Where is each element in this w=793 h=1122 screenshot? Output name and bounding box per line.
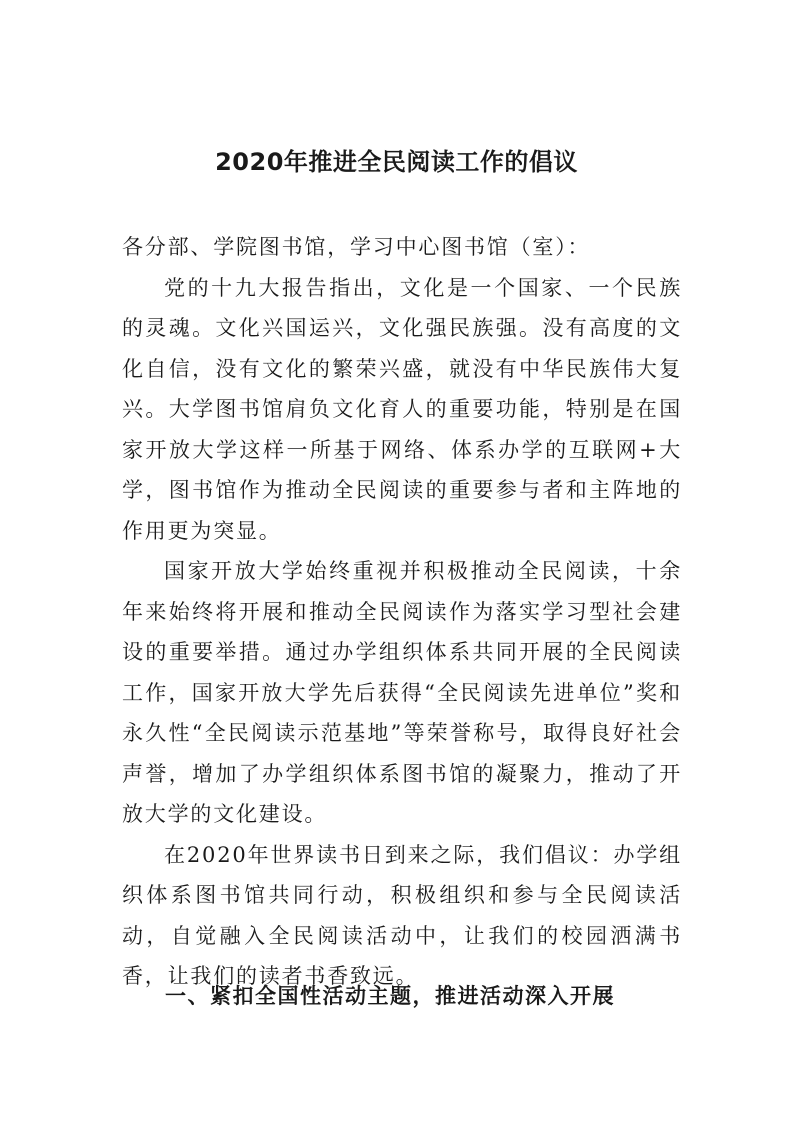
section-heading: 一、紧扣全国性活动主题，推进活动深入开展 bbox=[165, 984, 615, 1008]
paragraph-3: 在2020年世界读书日到来之际，我们倡议：办学组织体系图书馆共同行动，积极组织和参与全民阅读活动，自觉融入全民阅读活动中，让我们的校园洒满书香，让我们的读者书香致远。 bbox=[122, 842, 682, 988]
paragraph-2: 国家开放大学始终重视并积极推动全民阅读，十余年来始终将开展和推动全民阅读作为落实学习型社会建设的重要举措。通过办学组织体系共同开展的全民阅读工作，国家开放大学先后获得“全民阅读先进单位”奖和永久性“全民阅读示范基地”等荣誉称号，取得良好社会声誉，增加了办学组织体系图书馆的凝聚力，推动了开放大学的文化建设。 bbox=[122, 559, 682, 826]
paragraph-1: 党的十九大报告指出，文化是一个国家、一个民族的灵魂。文化兴国运兴，文化强民族强。没有高度的文化自信，没有文化的繁荣兴盛，就没有中华民族伟大复兴。大学图书馆肩负文化育人的重要功能，特别是在国家开放大学这样一所基于网络、体系办学的互联网+大学，图书馆作为推动全民阅读的重要参与者和主阵地的作用更为突显。 bbox=[122, 275, 682, 543]
salutation: 各分部、学院图书馆，学习中心图书馆（室）： bbox=[122, 235, 591, 259]
document-title: 2020年推进全民阅读工作的倡议 bbox=[215, 148, 578, 176]
document-body bbox=[122, 227, 682, 997]
